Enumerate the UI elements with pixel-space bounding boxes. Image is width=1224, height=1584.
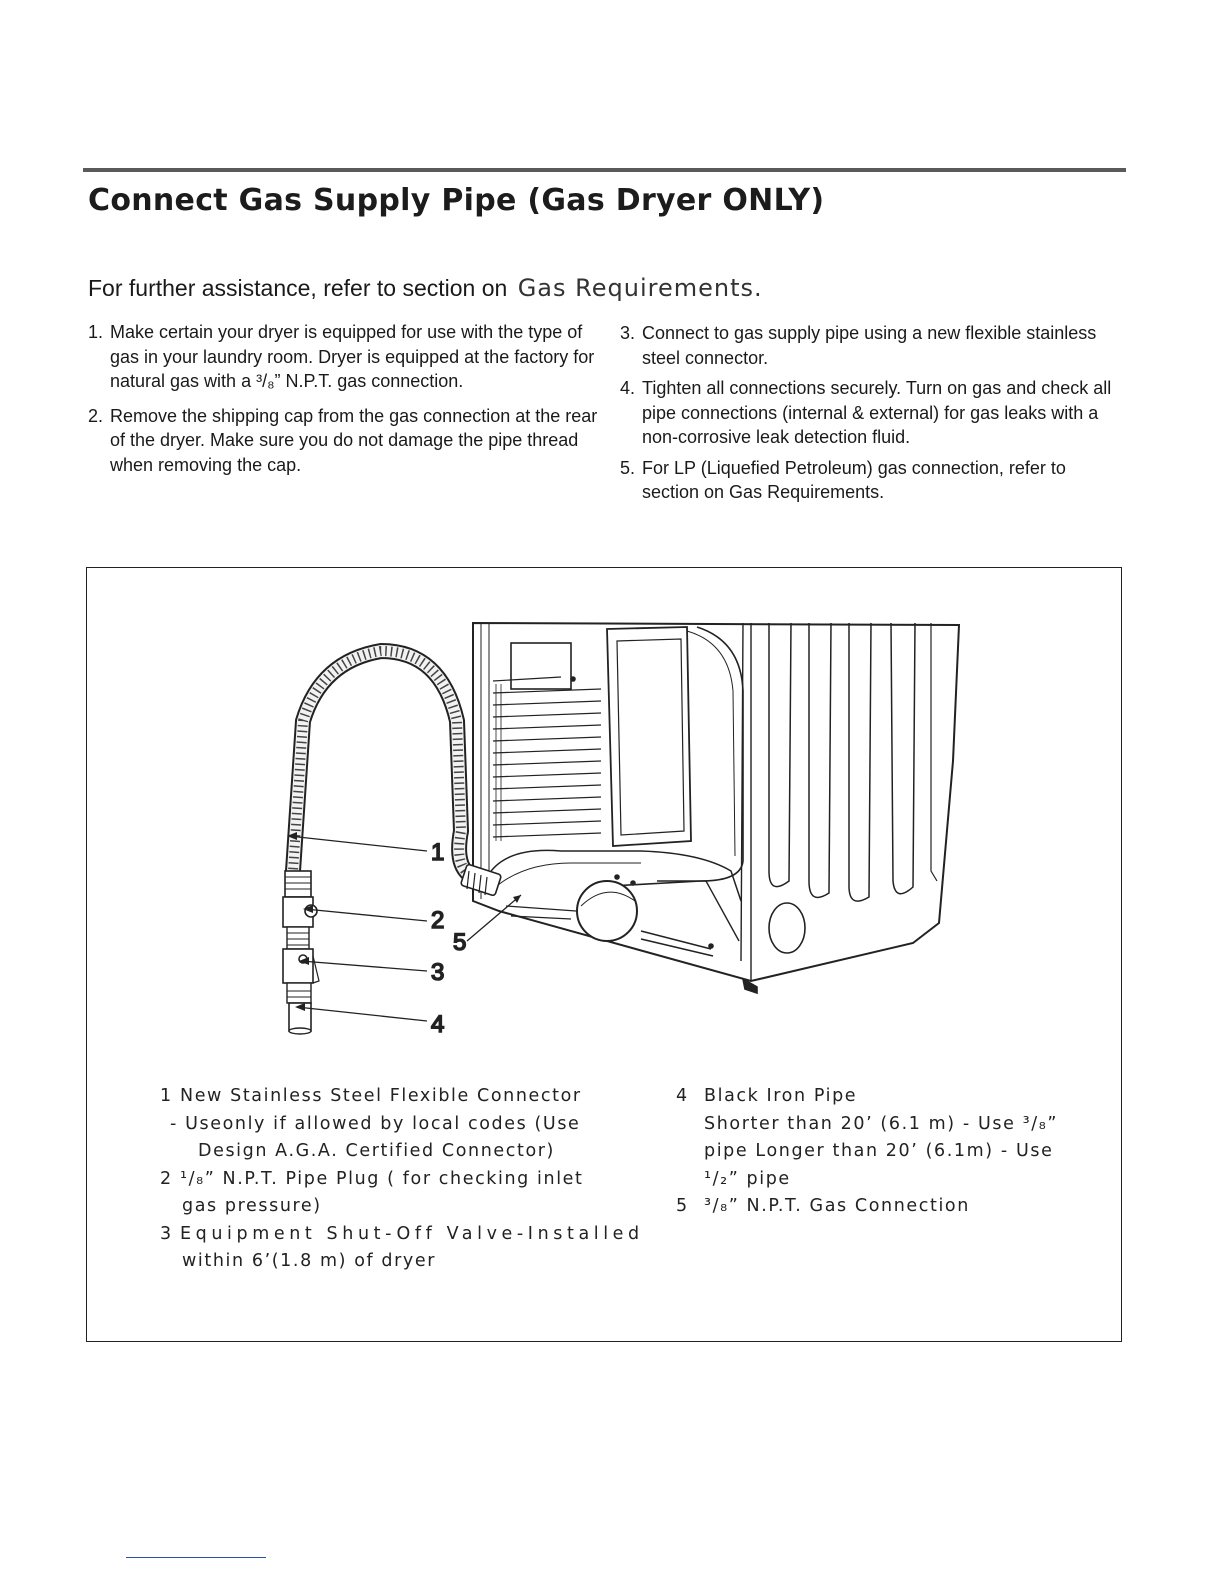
legend-text: Equipment Shut-Off Valve-Installed xyxy=(180,1223,644,1244)
legend-number: 2 xyxy=(160,1168,173,1189)
footer-link-underline[interactable] xyxy=(126,1557,266,1558)
legend-item xyxy=(160,1166,670,1221)
step-number: 5. xyxy=(620,457,636,478)
legend-text: Black Iron Pipe xyxy=(704,1086,858,1106)
legend-left-column xyxy=(160,1083,670,1276)
callout-2: 2 xyxy=(431,907,445,934)
steps-right-column xyxy=(620,321,1120,511)
legend-text: - Useonly if allowed by local codes (Use xyxy=(170,1113,581,1134)
gas-requirements-reference: Gas Requirements. xyxy=(517,274,763,302)
legend-item xyxy=(160,1221,670,1276)
dryer-illustration xyxy=(473,623,959,993)
legend-text: gas pressure) xyxy=(182,1196,322,1216)
intro-text: For further assistance, refer to section on xyxy=(88,275,508,301)
legend-item xyxy=(160,1083,670,1166)
step-number: 1. xyxy=(88,322,104,342)
step-text: Tighten all connections securely. Turn on gas and check all pipe connections (internal & external) for gas leaks with a non-corrosive leak detection fluid. xyxy=(642,378,1112,447)
callout-4: 4 xyxy=(431,1011,445,1038)
step-item xyxy=(88,404,608,478)
callout-3: 3 xyxy=(431,959,445,986)
step-text: Remove the shipping cap from the gas connection at the rear of the dryer. Make sure you do not damage the pipe thread when removing the cap. xyxy=(110,405,598,475)
callout-1: 1 xyxy=(431,839,445,866)
header-rule xyxy=(83,168,1126,172)
legend-text: ¹/₂” pipe xyxy=(704,1168,791,1189)
step-number: 2. xyxy=(88,405,104,426)
legend-number: 4 xyxy=(676,1086,689,1106)
legend-right-column xyxy=(676,1083,1096,1221)
legend-text: ¹/₈” N.P.T. Pipe Plug ( for checking inlet xyxy=(180,1168,584,1189)
supply-pipe-illustration xyxy=(283,871,319,1034)
step-text: For LP (Liquefied Petroleum) gas connection, refer to section on Gas Requirements. xyxy=(642,457,1066,502)
step-item xyxy=(88,320,608,394)
legend-text: pipe Longer than 20’ (6.1m) - Use xyxy=(704,1141,1054,1161)
legend-text: ³/₈” N.P.T. Gas Connection xyxy=(704,1196,970,1216)
steps-left-column xyxy=(88,320,608,487)
legend-item xyxy=(676,1193,1096,1221)
step-text: Connect to gas supply pipe using a new flexible stainless steel connector. xyxy=(642,323,1097,368)
step-item xyxy=(620,376,1120,450)
legend-number: 5 xyxy=(676,1196,689,1216)
gas-connection-diagram xyxy=(87,568,1123,1068)
legend-text: within 6’(1.8 m) of dryer xyxy=(182,1251,437,1271)
intro-line xyxy=(88,274,763,302)
page-title: Connect Gas Supply Pipe (Gas Dryer ONLY) xyxy=(88,183,825,218)
step-item xyxy=(620,321,1120,370)
legend-text: Shorter than 20’ (6.1 m) - Use ³/₈” xyxy=(704,1113,1058,1134)
step-number: 4. xyxy=(620,378,636,398)
flexible-connector-illustration xyxy=(293,651,502,896)
step-item xyxy=(620,456,1120,505)
legend-item xyxy=(676,1083,1096,1193)
callout-5: 5 xyxy=(453,929,467,956)
step-number: 3. xyxy=(620,323,636,343)
legend-number: 3 xyxy=(160,1223,173,1244)
legend-text: Design A.G.A. Certified Connector) xyxy=(198,1141,555,1161)
legend-text: New Stainless Steel Flexible Connector xyxy=(180,1086,582,1106)
legend-number: 1 xyxy=(160,1086,173,1106)
step-text: Make certain your dryer is equipped for use with the type of gas in your laundry room. Dryer is equipped at the factory for natural gas with a ³/₈” N.P.T. gas connection. xyxy=(110,322,595,391)
